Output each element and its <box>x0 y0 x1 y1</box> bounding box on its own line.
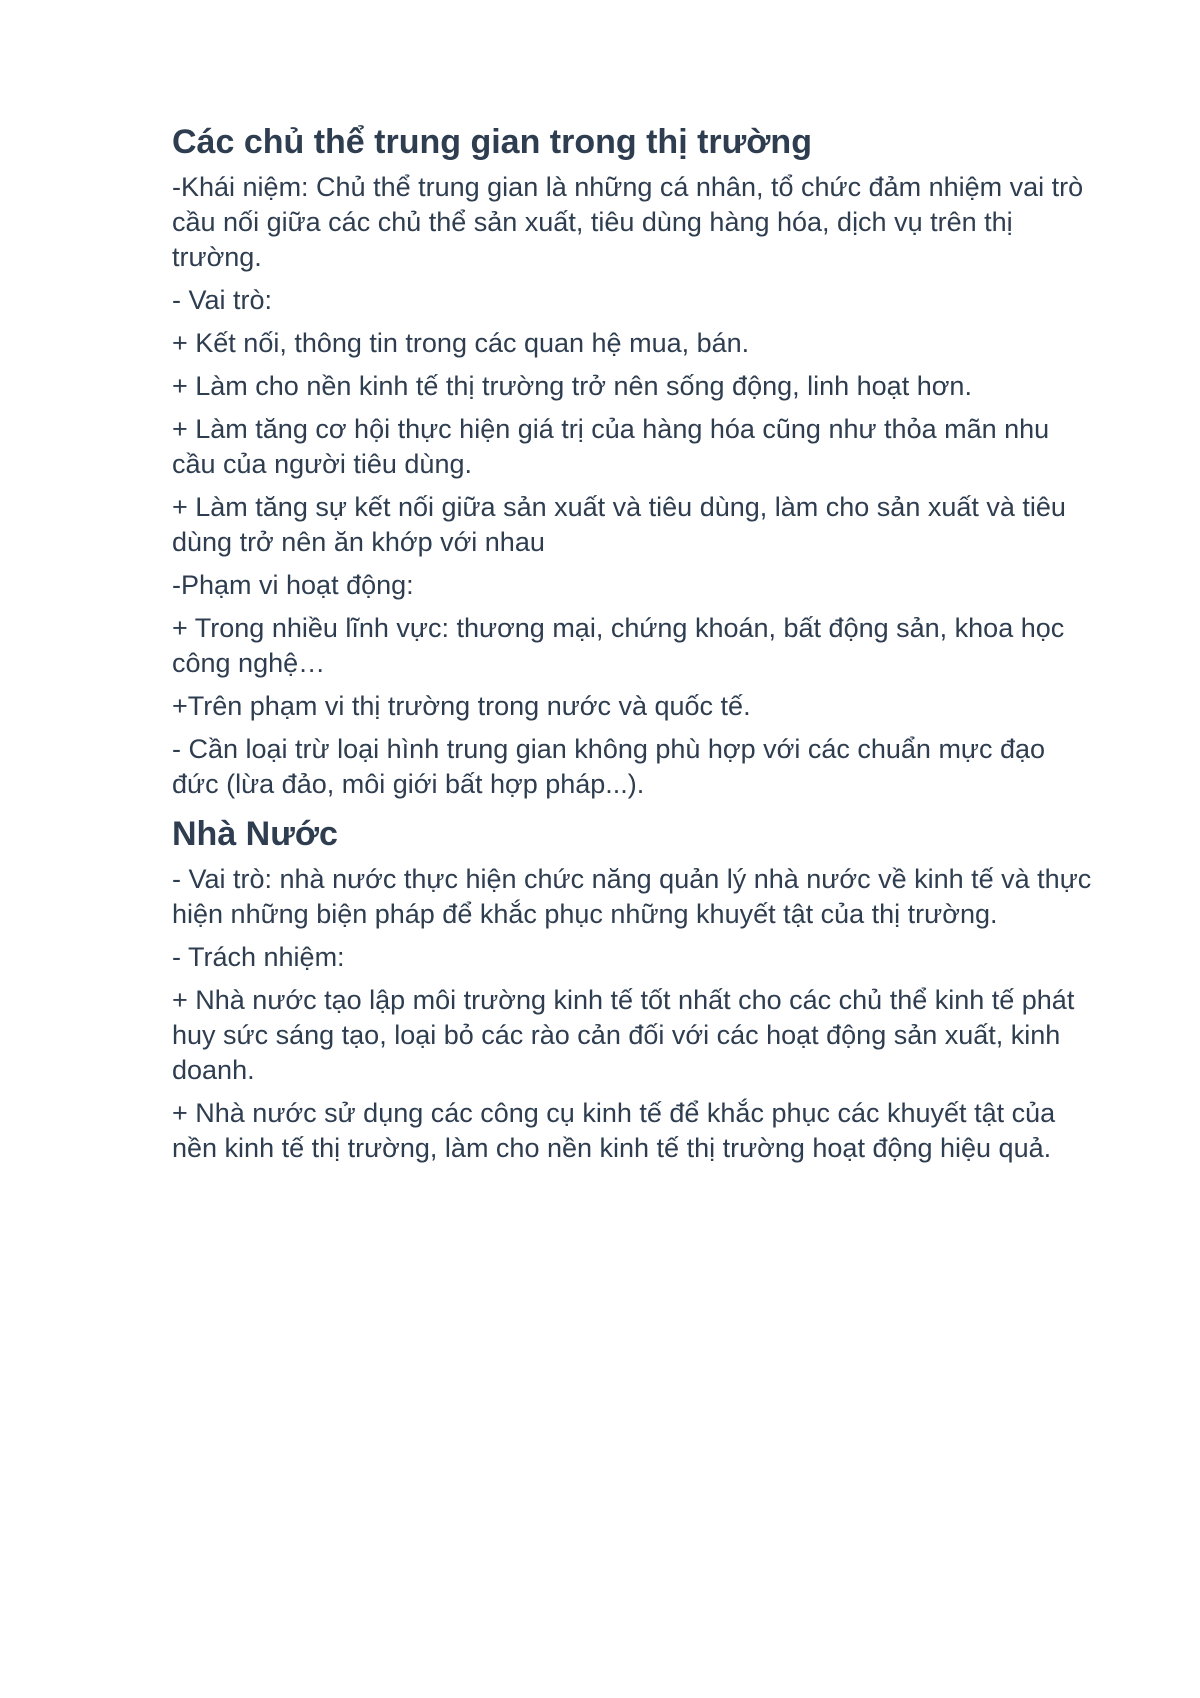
paragraph-state-responsibility-heading: - Trách nhiệm: <box>172 942 345 972</box>
paragraph-concept: -Khái niệm: Chủ thể trung gian là những cá nhân, tổ chức đảm nhiệm vai trò cầu nối giữa các chủ thể sản xuất, tiêu dùng hàng hóa, dịch vụ trên thị trường. <box>172 172 1084 272</box>
paragraph-role-value: + Làm tăng cơ hội thực hiện giá trị của hàng hóa cũng như thỏa mãn nhu cầu của người tiêu dùng. <box>172 414 1050 479</box>
paragraph-scope-markets: +Trên phạm vi thị trường trong nước và quốc tế. <box>172 691 751 721</box>
paragraph-role-connect: + Kết nối, thông tin trong các quan hệ mua, bán. <box>172 328 750 358</box>
paragraph-role-heading: - Vai trò: <box>172 285 273 315</box>
paragraph-state-role: - Vai trò: nhà nước thực hiện chức năng quản lý nhà nước về kinh tế và thực hiện những biện pháp để khắc phục những khuyết tật của thị trường. <box>172 864 1092 929</box>
section-title-state: Nhà Nước <box>172 815 338 853</box>
paragraph-state-tools: + Nhà nước sử dụng các công cụ kinh tế để khắc phục các khuyết tật của nền kinh tế thị trường, làm cho nền kinh tế thị trường hoạt động hiệu quả. <box>172 1098 1056 1163</box>
paragraph-scope-fields: + Trong nhiều lĩnh vực: thương mại, chứng khoán, bất động sản, khoa học công nghệ… <box>172 613 1065 678</box>
paragraph-exclusion: - Cần loại trừ loại hình trung gian không phù hợp với các chuẩn mực đạo đức (lừa đảo, môi giới bất hợp pháp...). <box>172 734 1046 799</box>
paragraph-role-link: + Làm tăng sự kết nối giữa sản xuất và tiêu dùng, làm cho sản xuất và tiêu dùng trở nên ăn khớp với nhau <box>172 492 1066 557</box>
document-body <box>172 118 1092 1174</box>
paragraph-state-environment: + Nhà nước tạo lập môi trường kinh tế tốt nhất cho các chủ thể kinh tế phát huy sức sáng tạo, loại bỏ các rào cản đối với các hoạt động sản xuất, kinh doanh. <box>172 985 1075 1085</box>
paragraph-role-dynamic: + Làm cho nền kinh tế thị trường trở nên sống động, linh hoạt hơn. <box>172 371 972 401</box>
paragraph-scope-heading: -Phạm vi hoạt động: <box>172 570 414 600</box>
section-title-intermediaries: Các chủ thể trung gian trong thị trường <box>172 123 812 161</box>
